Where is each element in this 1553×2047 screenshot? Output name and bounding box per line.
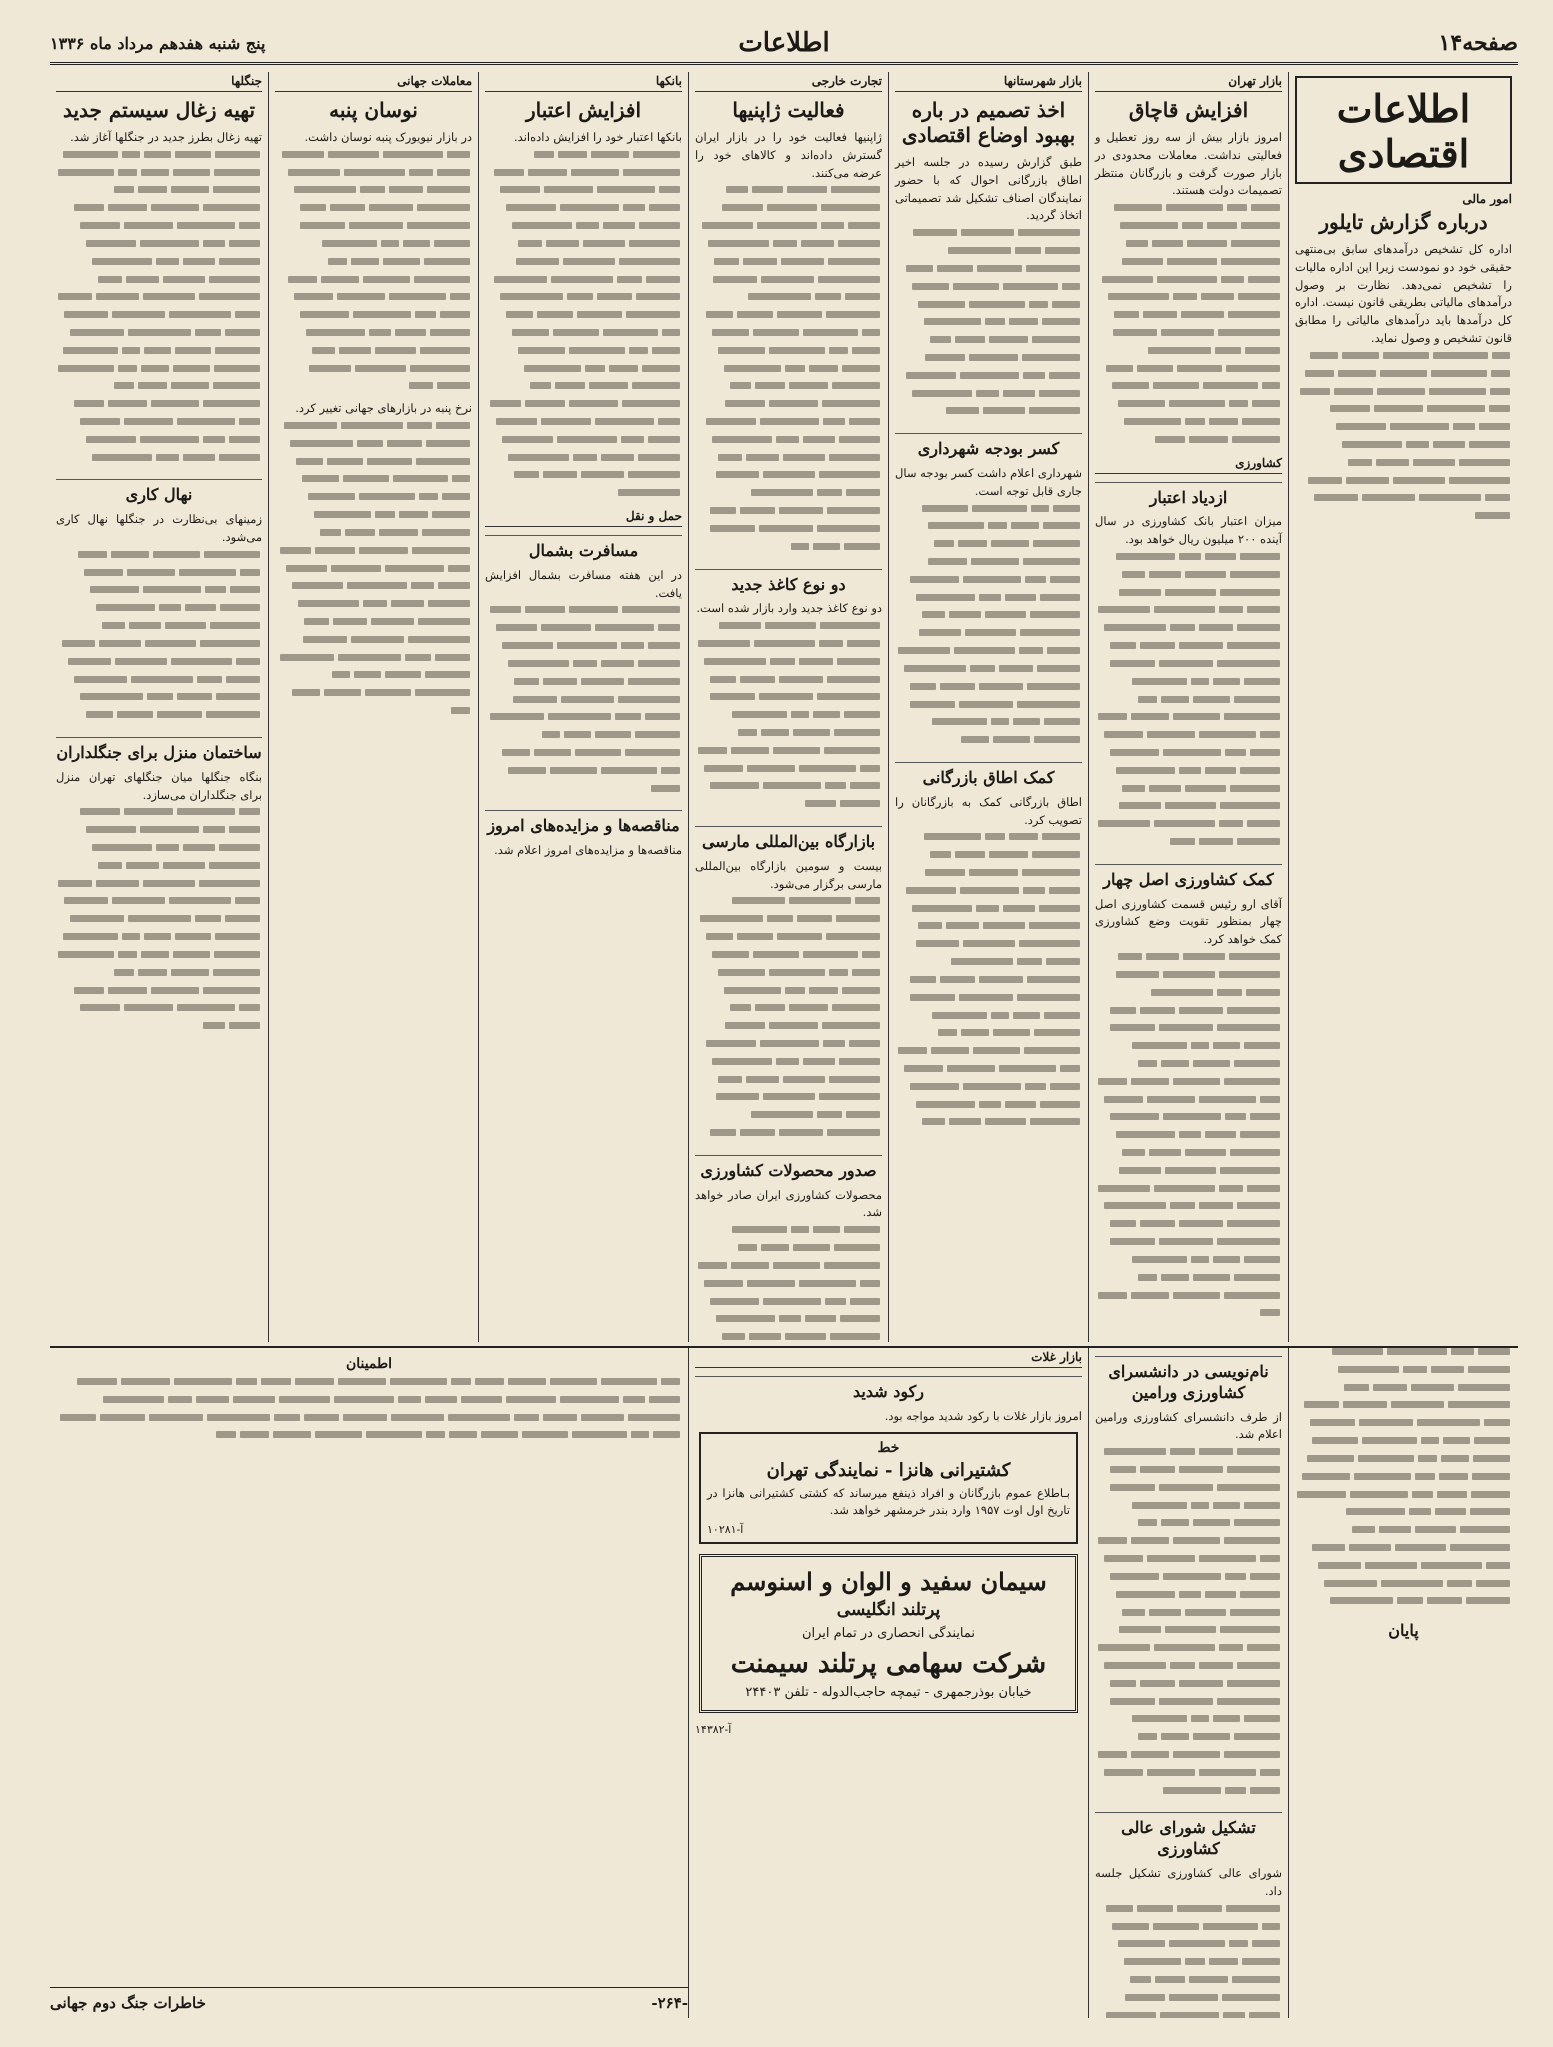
article-continuation bbox=[695, 186, 882, 560]
article-continuation bbox=[485, 151, 682, 507]
article-travel-north: در این هفته مسافرت بشمال افزایش یافت. bbox=[485, 567, 682, 600]
article-charcoal: تهیه زغال بطرز جدید در جنگلها آغاز شد. bbox=[70, 130, 262, 144]
article-cotton: در بازار نیویورک پنبه نوسان داشت. bbox=[304, 130, 472, 144]
dateline: پنج شنبه هفدهم مرداد ماه ۱۳۳۶ bbox=[50, 34, 266, 53]
notice-text: بـاطلاع عموم بازرگانان و افراد ذینفع میرساند که کشتی کشتیرانی هانزا در تاریخ اول اوت ۱۹۵۷ وارد بندر خرمشهر خواهد شد. bbox=[707, 1485, 1070, 1517]
headline-cotton: نوسان پنبه bbox=[329, 98, 418, 122]
article-planting: زمینهای بی‌نظارت در جنگلها نهال کاری می‌شود. bbox=[56, 512, 262, 545]
section-label-grain: بازار غلات bbox=[695, 1348, 1082, 1368]
article-point-four: آقای ارو رئیس قسمت کشاورزی اصل چهار بمنظور تقویت وضع کشاورزی کمک خواهد کرد. bbox=[1095, 896, 1282, 947]
article-taylor-report: اداره کل تشخیص درآمدهای سابق بی‌منتهی حقیقی خود دو نمودست زیرا این اداره مالیات را تشخیص نمی‌دهد. نظارت بر وصول درآمدهای مالیاتی بطریقی قانون نیست. اداره کل درآمدها باید درآمدهای مالیاتی را مطابق قانون تشخیص و وصول نماید. bbox=[1295, 242, 1512, 346]
ad-line: نمایندگی انحصاری در تمام ایران bbox=[801, 1626, 976, 1642]
end-mark: پایان bbox=[1388, 1621, 1419, 1641]
article-continuation bbox=[56, 1378, 682, 1449]
section-label: معاملات جهانی bbox=[275, 72, 472, 92]
article-continuation bbox=[1095, 1448, 1282, 1804]
section-label: تجارت خارجی bbox=[695, 72, 882, 92]
article-continuation bbox=[275, 151, 472, 400]
column-tehran-market bbox=[1088, 72, 1288, 1342]
article-agri-exports: محصولات کشاورزی ایران صادر خواهد شد. bbox=[695, 1187, 882, 1220]
section-label-transport: حمل و نقل bbox=[485, 507, 682, 527]
article-new-paper: دو نوع کاغذ جدید وارد بازار شده است. bbox=[696, 601, 882, 616]
headline-travel-north: مسافرت بشمال bbox=[485, 535, 682, 562]
ad-title: سیمان سفید و الوان و اسنوسم bbox=[730, 1567, 1047, 1597]
column-world-trade bbox=[268, 72, 478, 1342]
article-economic-improvement: طبق گزارش رسیده در جلسه اخیر اطاق بازرگانی احوال که با حضور نمایندگان اصناف تشکیل شد تصمیماتی اتخاذ گردید. bbox=[895, 155, 1082, 223]
headline-charcoal: تهیه زغال سیستم جدید bbox=[62, 98, 256, 122]
cement-ad bbox=[699, 1554, 1078, 1713]
ad-address: خیابان بوذرجمهری - تیمچه حاجب‌الدوله - تلفن ۲۴۴۰۳ bbox=[745, 1685, 1032, 1701]
article-budget-deficit: شهرداری اعلام داشت کسر بودجه سال جاری قابل توجه است. bbox=[895, 465, 1082, 498]
column-financial bbox=[1288, 72, 1518, 1342]
memoir-page-code: -۲۶۴- bbox=[651, 1994, 688, 2012]
article-continuation bbox=[1295, 352, 1512, 530]
notice-ref: آ-۱۰۲۸۱ bbox=[707, 1523, 744, 1537]
article-credit-growth: بانکها اعتبار خود را افزایش داده‌اند. bbox=[514, 130, 682, 144]
article-continuation bbox=[695, 897, 882, 1146]
article-continuation bbox=[695, 1226, 882, 1342]
headline-forester-housing: ساختمان منزل برای جنگلداران bbox=[56, 737, 262, 764]
column-ads bbox=[688, 1348, 1088, 2018]
headline-budget-deficit: کسر بودجه شهرداری bbox=[895, 433, 1082, 460]
section-label: بازار شهرستانها bbox=[895, 72, 1082, 92]
section-label: بانکها bbox=[485, 72, 682, 92]
headline-taylor-report: درباره گزارش تایلور bbox=[1319, 210, 1488, 234]
article-varamin-school: از طرف دانشسرای کشاورزی ورامین اعلام شد. bbox=[1095, 1409, 1282, 1442]
article-continuation bbox=[895, 229, 1082, 425]
article-japanese-activity: ژاپنیها فعالیت خود را در بازار ایران گسترش داده‌اند و کالاهای خود را عرضه می‌کنند. bbox=[695, 130, 882, 180]
paper-name: اطلاعات bbox=[738, 28, 830, 58]
column-banks bbox=[478, 72, 688, 1342]
column-provincial-markets bbox=[888, 72, 1088, 1342]
hansa-notice bbox=[699, 1432, 1078, 1545]
upper-columns bbox=[50, 72, 1518, 1342]
column-forests bbox=[50, 72, 268, 1342]
column-taylor-continued bbox=[1288, 1348, 1518, 2018]
column-agriculture-lower bbox=[1088, 1348, 1288, 2018]
article-continuation bbox=[1095, 204, 1282, 453]
section-label-agriculture: کشاورزی bbox=[1095, 454, 1282, 474]
ad-ref: آ-۱۴۳۸۲ bbox=[695, 1723, 732, 1737]
memoir-footer bbox=[50, 1987, 688, 2018]
headline-economic-improvement: اخذ تصمیم در باره بهبود اوضاع اقتصادی bbox=[901, 98, 1076, 147]
notice-head: خط bbox=[877, 1439, 900, 1456]
section-label: بازار تهران bbox=[1095, 72, 1282, 92]
headline-japanese-activity: فعالیت ژاپنیها bbox=[732, 98, 845, 122]
headline-new-paper: دو نوع کاغذ جدید bbox=[695, 569, 882, 596]
headline-tenders: مناقصه‌ها و مزایده‌های امروز bbox=[485, 810, 682, 837]
headline-agri-exports: صدور محصولات کشاورزی bbox=[695, 1155, 882, 1182]
article-continuation bbox=[695, 622, 882, 818]
headline-credit-increase: ازدیاد اعتبار bbox=[1095, 482, 1282, 509]
article-recession: امروز بازار غلات با رکود شدید مواجه بود. bbox=[884, 1408, 1082, 1423]
masthead-title: اطلاعات اقتصادی bbox=[1336, 86, 1471, 176]
headline-point-four: کمک کشاورزی اصل چهار bbox=[1095, 864, 1282, 891]
article-continuation bbox=[895, 833, 1082, 1136]
article-continuation bbox=[1095, 1905, 1282, 2018]
article-cotton-prices: نرخ پنبه در بازارهای جهانی تغییر کرد. bbox=[295, 401, 472, 416]
headline-smuggling: افزایش قاچاق bbox=[1128, 98, 1249, 122]
memoir-title: اطمینان bbox=[345, 1356, 393, 1372]
article-marseille-fair: بیست و سومین بازارگاه بین‌المللی مارسی برگزار می‌شود. bbox=[695, 858, 882, 891]
article-tenders: مناقصه‌ها و مزایده‌های امروز اعلام شد. bbox=[494, 843, 682, 858]
page-header bbox=[50, 28, 1518, 65]
column-memoir bbox=[50, 1348, 688, 2018]
headline-planting: نهال کاری bbox=[56, 479, 262, 506]
article-chamber-aid: اطاق بازرگانی کمک به بازرگانان را تصویب کرد. bbox=[895, 794, 1082, 827]
headline-chamber-aid: کمک اطاق بازرگانی bbox=[895, 762, 1082, 789]
article-credit-increase: میزان اعتبار بانک کشاورزی در سال آینده ۲۰۰ میلیون ریال خواهد بود. bbox=[1095, 514, 1282, 547]
article-continuation bbox=[56, 808, 262, 1040]
headline-marseille-fair: بازارگاه بین‌المللی مارسی bbox=[695, 826, 882, 853]
article-continuation bbox=[1295, 1348, 1512, 1615]
ad-subtitle: پرتلند انگلیسی bbox=[836, 1600, 941, 1621]
article-smuggling: امروز بازار بیش از سه روز تعطیل و فعالیتی نداشت. معاملات محدودی در بازار صورت گرفت و بازرگانان منتظر تصمیمات دولت هستند. bbox=[1095, 130, 1282, 198]
column-foreign-trade bbox=[688, 72, 888, 1342]
article-continuation bbox=[1095, 553, 1282, 856]
notice-title: کشتیرانی هانزا - نمایندگی تهران bbox=[766, 1459, 1011, 1481]
newspaper-page bbox=[50, 28, 1518, 2018]
page-number: صفحه۱۴ bbox=[1438, 30, 1518, 56]
lower-band bbox=[50, 1346, 1518, 2018]
article-continuation bbox=[485, 606, 682, 802]
headline-recession: رکود شدید bbox=[695, 1376, 1082, 1403]
memoir-footer-title: خاطرات جنگ دوم جهانی bbox=[50, 1994, 206, 2012]
article-continuation bbox=[56, 551, 262, 729]
article-continuation bbox=[895, 505, 1082, 754]
headline-agri-council: تشکیل شورای عالی کشاورزی bbox=[1095, 1812, 1282, 1860]
headline-varamin-school: نام‌نویسی در دانشسرای کشاورزی ورامین bbox=[1095, 1356, 1282, 1404]
article-continuation bbox=[1095, 953, 1282, 1327]
article-continuation bbox=[275, 422, 472, 725]
article-continuation bbox=[56, 151, 262, 472]
headline-credit-growth: افزایش اعتبار bbox=[525, 98, 642, 122]
section-label: جنگلها bbox=[56, 72, 262, 92]
article-forester-housing: بنگاه جنگلها میان جنگلهای تهران منزل برای جنگلداران می‌سازد. bbox=[56, 769, 262, 802]
masthead bbox=[1295, 76, 1512, 184]
ad-company: شرکت سهامی پرتلند سیمنت bbox=[730, 1649, 1047, 1680]
article-agri-council: شورای عالی کشاورزی تشکیل جلسه داد. bbox=[1095, 1866, 1282, 1898]
section-label: امور مالی bbox=[1462, 192, 1512, 206]
